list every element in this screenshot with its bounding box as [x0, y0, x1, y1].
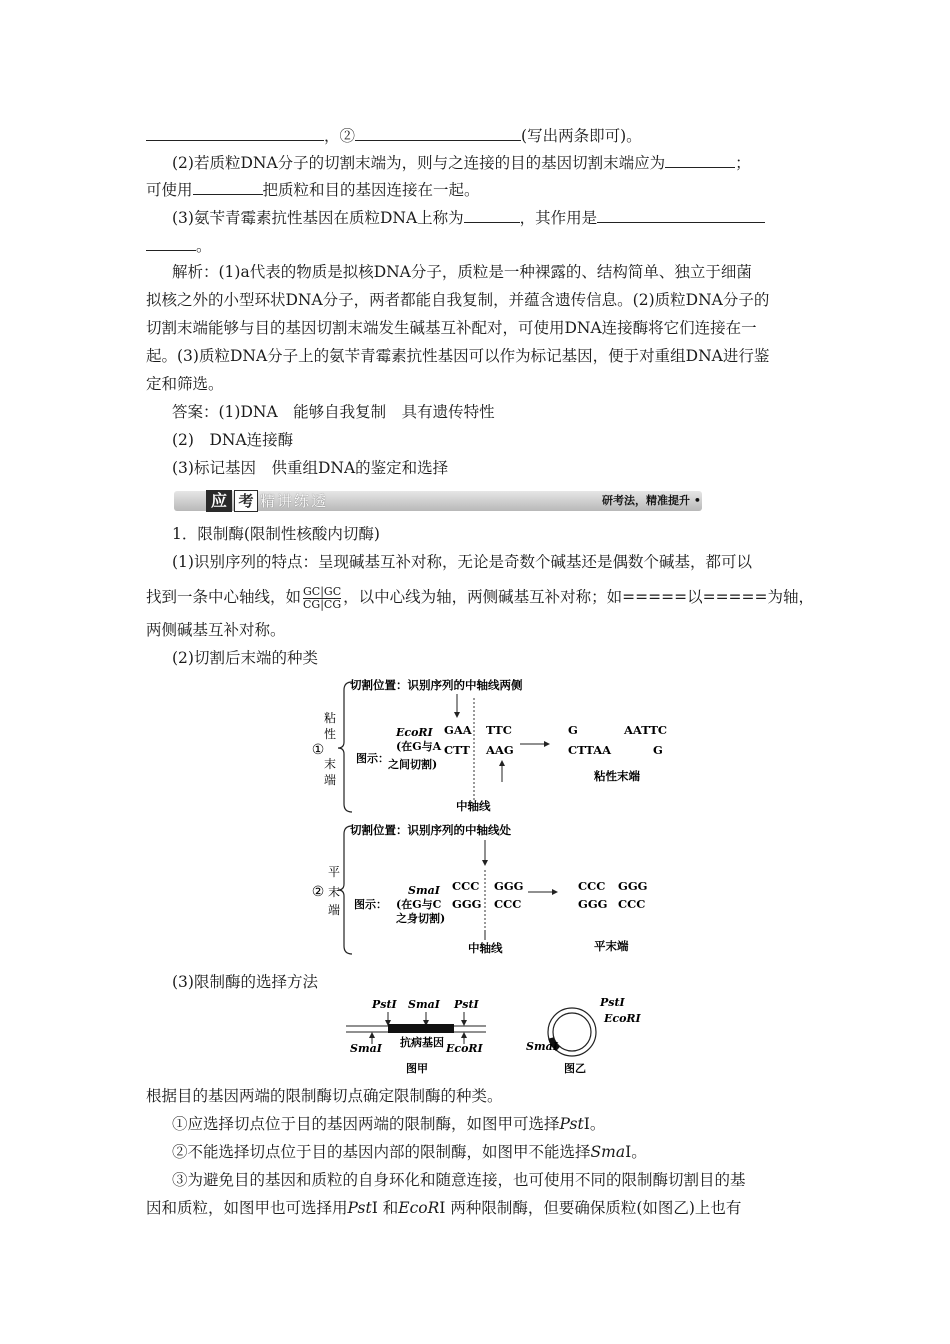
sequence-text: CTT: [444, 743, 470, 757]
sequence-text: CCC: [618, 897, 646, 911]
question-text: (3)氨苄青霉素抗性基因在质粒DNA上称为: [172, 209, 464, 227]
sequence-text: TTC: [486, 723, 512, 737]
sticky-end-diagram: [300, 676, 680, 818]
banner-subtitle: 研考法，精准提升 •: [602, 494, 701, 507]
question-2: [172, 151, 836, 173]
punct: 。: [196, 237, 212, 255]
body-text: (1)识别序列的特点：呈现碱基互补对称，无论是奇数个碱基还是偶数个碱基，都可以: [172, 553, 752, 571]
side-label: 粘: [323, 711, 337, 725]
answer-blank[interactable]: [355, 124, 521, 141]
sequence-top: GC|GC: [303, 584, 342, 598]
question-3-cont: [146, 234, 810, 256]
sequence-text: G: [568, 723, 578, 737]
enzyme-label: PstⅠ: [454, 998, 479, 1011]
side-label: 端: [327, 903, 341, 917]
enzyme-label: PstⅠ: [372, 998, 397, 1011]
axis-label: 中轴线: [456, 799, 491, 813]
answer-line: (3)标记基因 供重组DNA的鉴定和选择: [172, 459, 449, 477]
enzyme-label: SmaⅠ: [350, 1042, 382, 1055]
body-text: Ⅰ。: [625, 1143, 647, 1161]
question-line-1: [146, 124, 810, 146]
body-text: [146, 1198, 810, 1218]
figure-caption: 图甲: [406, 1062, 428, 1075]
sequence-text: CCC: [494, 897, 522, 911]
diagram-label: 图示：: [356, 752, 389, 765]
axis-label: 中轴线: [468, 941, 503, 955]
body-text: ，以中心线为轴，两侧碱基互补对称；如=====以=====为轴，: [343, 588, 815, 606]
enzyme-name: Sma: [590, 1143, 626, 1161]
question-2-cont: [146, 178, 810, 200]
diagram-label: 图示：: [354, 898, 387, 911]
enzyme-name: Pst: [347, 1199, 372, 1217]
answer-line: (2) DNA连接酶: [172, 431, 294, 449]
result-label: 粘性末端: [594, 769, 640, 783]
enzyme-name: Pst: [559, 1115, 584, 1133]
body-text: [146, 580, 815, 614]
enzyme-label: SmaⅠ: [526, 1040, 558, 1053]
sequence-text: GAA: [444, 723, 472, 737]
question-text: 把质粒和目的基因连接在一起。: [262, 181, 480, 199]
cut-position-text: 切割位置：识别序列的中轴线处: [350, 823, 511, 837]
analysis-line: 解析：(1)a代表的物质是拟核DNA分子，质粒是一种裸露的、结构简单、独立于细菌: [172, 263, 752, 281]
analysis-line: 切割末端能够与目的基因切割末端发生碱基互补配对，可使用DNA连接酶将它们连接在一: [146, 319, 757, 337]
sequence-fraction: [303, 586, 341, 611]
analysis-line: 定和筛选。: [146, 375, 224, 393]
note-text: (在G与C: [396, 898, 442, 911]
body-text: 根据目的基因两端的限制酶切点确定限制酶的种类。: [146, 1087, 503, 1105]
answer-blank[interactable]: [665, 151, 735, 168]
body-text: ③为避免目的基因和质粒的自身环化和随意连接，也可使用不同的限制酶切割目的基: [172, 1171, 746, 1189]
sequence-text: CTTAA: [568, 743, 612, 757]
sequence-text: GGG: [578, 897, 608, 911]
body-text: [172, 1114, 836, 1134]
item-label: ①: [311, 742, 325, 758]
enzyme-label: EcoRⅠ: [604, 1012, 641, 1025]
sequence-text: AATTC: [624, 723, 668, 737]
question-text: ，其作用是: [519, 209, 598, 227]
side-label: 性: [323, 727, 337, 741]
body-text: 两侧碱基互补对称。: [146, 621, 286, 639]
subheading: (2)切割后末端的种类: [172, 649, 318, 667]
sequence-text: CCC: [578, 879, 606, 893]
body-text: 因和质粒，如图甲也可选择用: [146, 1199, 348, 1217]
enzyme-label: SmaⅠ: [408, 998, 440, 1011]
answer-blank[interactable]: [597, 206, 765, 223]
analysis-line: 拟核之外的小型环状DNA分子，两者都能自我复制，并蕴含遗传信息。(2)质粒DNA分子的: [146, 291, 770, 309]
side-label: 末: [327, 885, 341, 899]
section-heading: 1．限制酶(限制性核酸内切酶): [172, 525, 380, 543]
cut-position-text: 切割位置：识别序列的中轴线两侧: [350, 678, 523, 692]
note-text: (在G与A: [396, 740, 442, 753]
sequence-bottom: CG|CG: [303, 597, 342, 611]
sequence-text: GGG: [494, 879, 524, 893]
answer-blank[interactable]: [146, 124, 324, 141]
note-text: 之间切割): [388, 758, 438, 771]
side-label: 末: [323, 757, 337, 771]
answer-blank[interactable]: [193, 178, 263, 195]
enzyme-name: EcoR: [398, 1199, 440, 1217]
enzyme-label: PstⅠ: [600, 996, 625, 1009]
sequence-text: CCC: [452, 879, 480, 893]
question-text: 可使用: [146, 181, 193, 199]
sequence-text: G: [653, 743, 663, 757]
gene-label: 抗病基因: [400, 1036, 444, 1049]
banner-badge: 考: [234, 490, 258, 512]
sequence-text: GGG: [452, 897, 482, 911]
body-text: ②不能选择切点位于目的基因内部的限制酶，如图甲不能选择: [172, 1143, 591, 1161]
instruction-text: (写出两条即可)。: [521, 127, 642, 145]
body-text: Ⅰ 和: [371, 1199, 399, 1217]
sequence-text: GGG: [618, 879, 648, 893]
enzyme-label: EcoRⅠ: [446, 1042, 483, 1055]
section-banner: [146, 488, 810, 514]
item-number: ，②: [324, 127, 356, 145]
blunt-end-diagram: [300, 820, 680, 960]
body-text: Ⅰ 两种限制酶，但要确保质粒(如图乙)上也有: [439, 1199, 742, 1217]
body-text: Ⅰ。: [583, 1115, 606, 1133]
banner-badge: 应: [206, 490, 232, 512]
enzyme-label: EcoRⅠ: [396, 726, 433, 739]
item-label: ②: [311, 884, 325, 900]
enzyme-selection-diagram: [340, 996, 660, 1078]
answer-blank[interactable]: [146, 234, 196, 251]
punct: ；: [735, 154, 751, 172]
subheading: (3)限制酶的选择方法: [172, 973, 318, 991]
body-text: [172, 1142, 836, 1162]
note-text: 之身切割): [396, 912, 446, 925]
analysis-line: 起。(3)质粒DNA分子上的氨苄青霉素抗性基因可以作为标记基因，便于对重组DNA进行鉴: [146, 347, 770, 365]
answer-line: 答案：(1)DNA 能够自我复制 具有遗传特性: [172, 403, 495, 421]
side-label: 平: [327, 865, 341, 879]
question-3: [172, 206, 836, 228]
figure-caption: 图乙: [564, 1062, 586, 1075]
body-text: 找到一条中心轴线，如: [146, 588, 302, 606]
enzyme-label: SmaⅠ: [408, 884, 440, 897]
result-label: 平末端: [594, 939, 629, 953]
sequence-text: AAG: [486, 743, 514, 757]
answer-blank[interactable]: [464, 206, 520, 223]
question-text: (2)若质粒DNA分子的切割末端为，则与之连接的目的基因切割末端应为: [172, 154, 666, 172]
body-text: ①应选择切点位于目的基因两端的限制酶，如图甲可选择: [172, 1115, 560, 1133]
banner-title: 精讲练透: [260, 492, 329, 510]
side-label: 端: [323, 773, 337, 787]
